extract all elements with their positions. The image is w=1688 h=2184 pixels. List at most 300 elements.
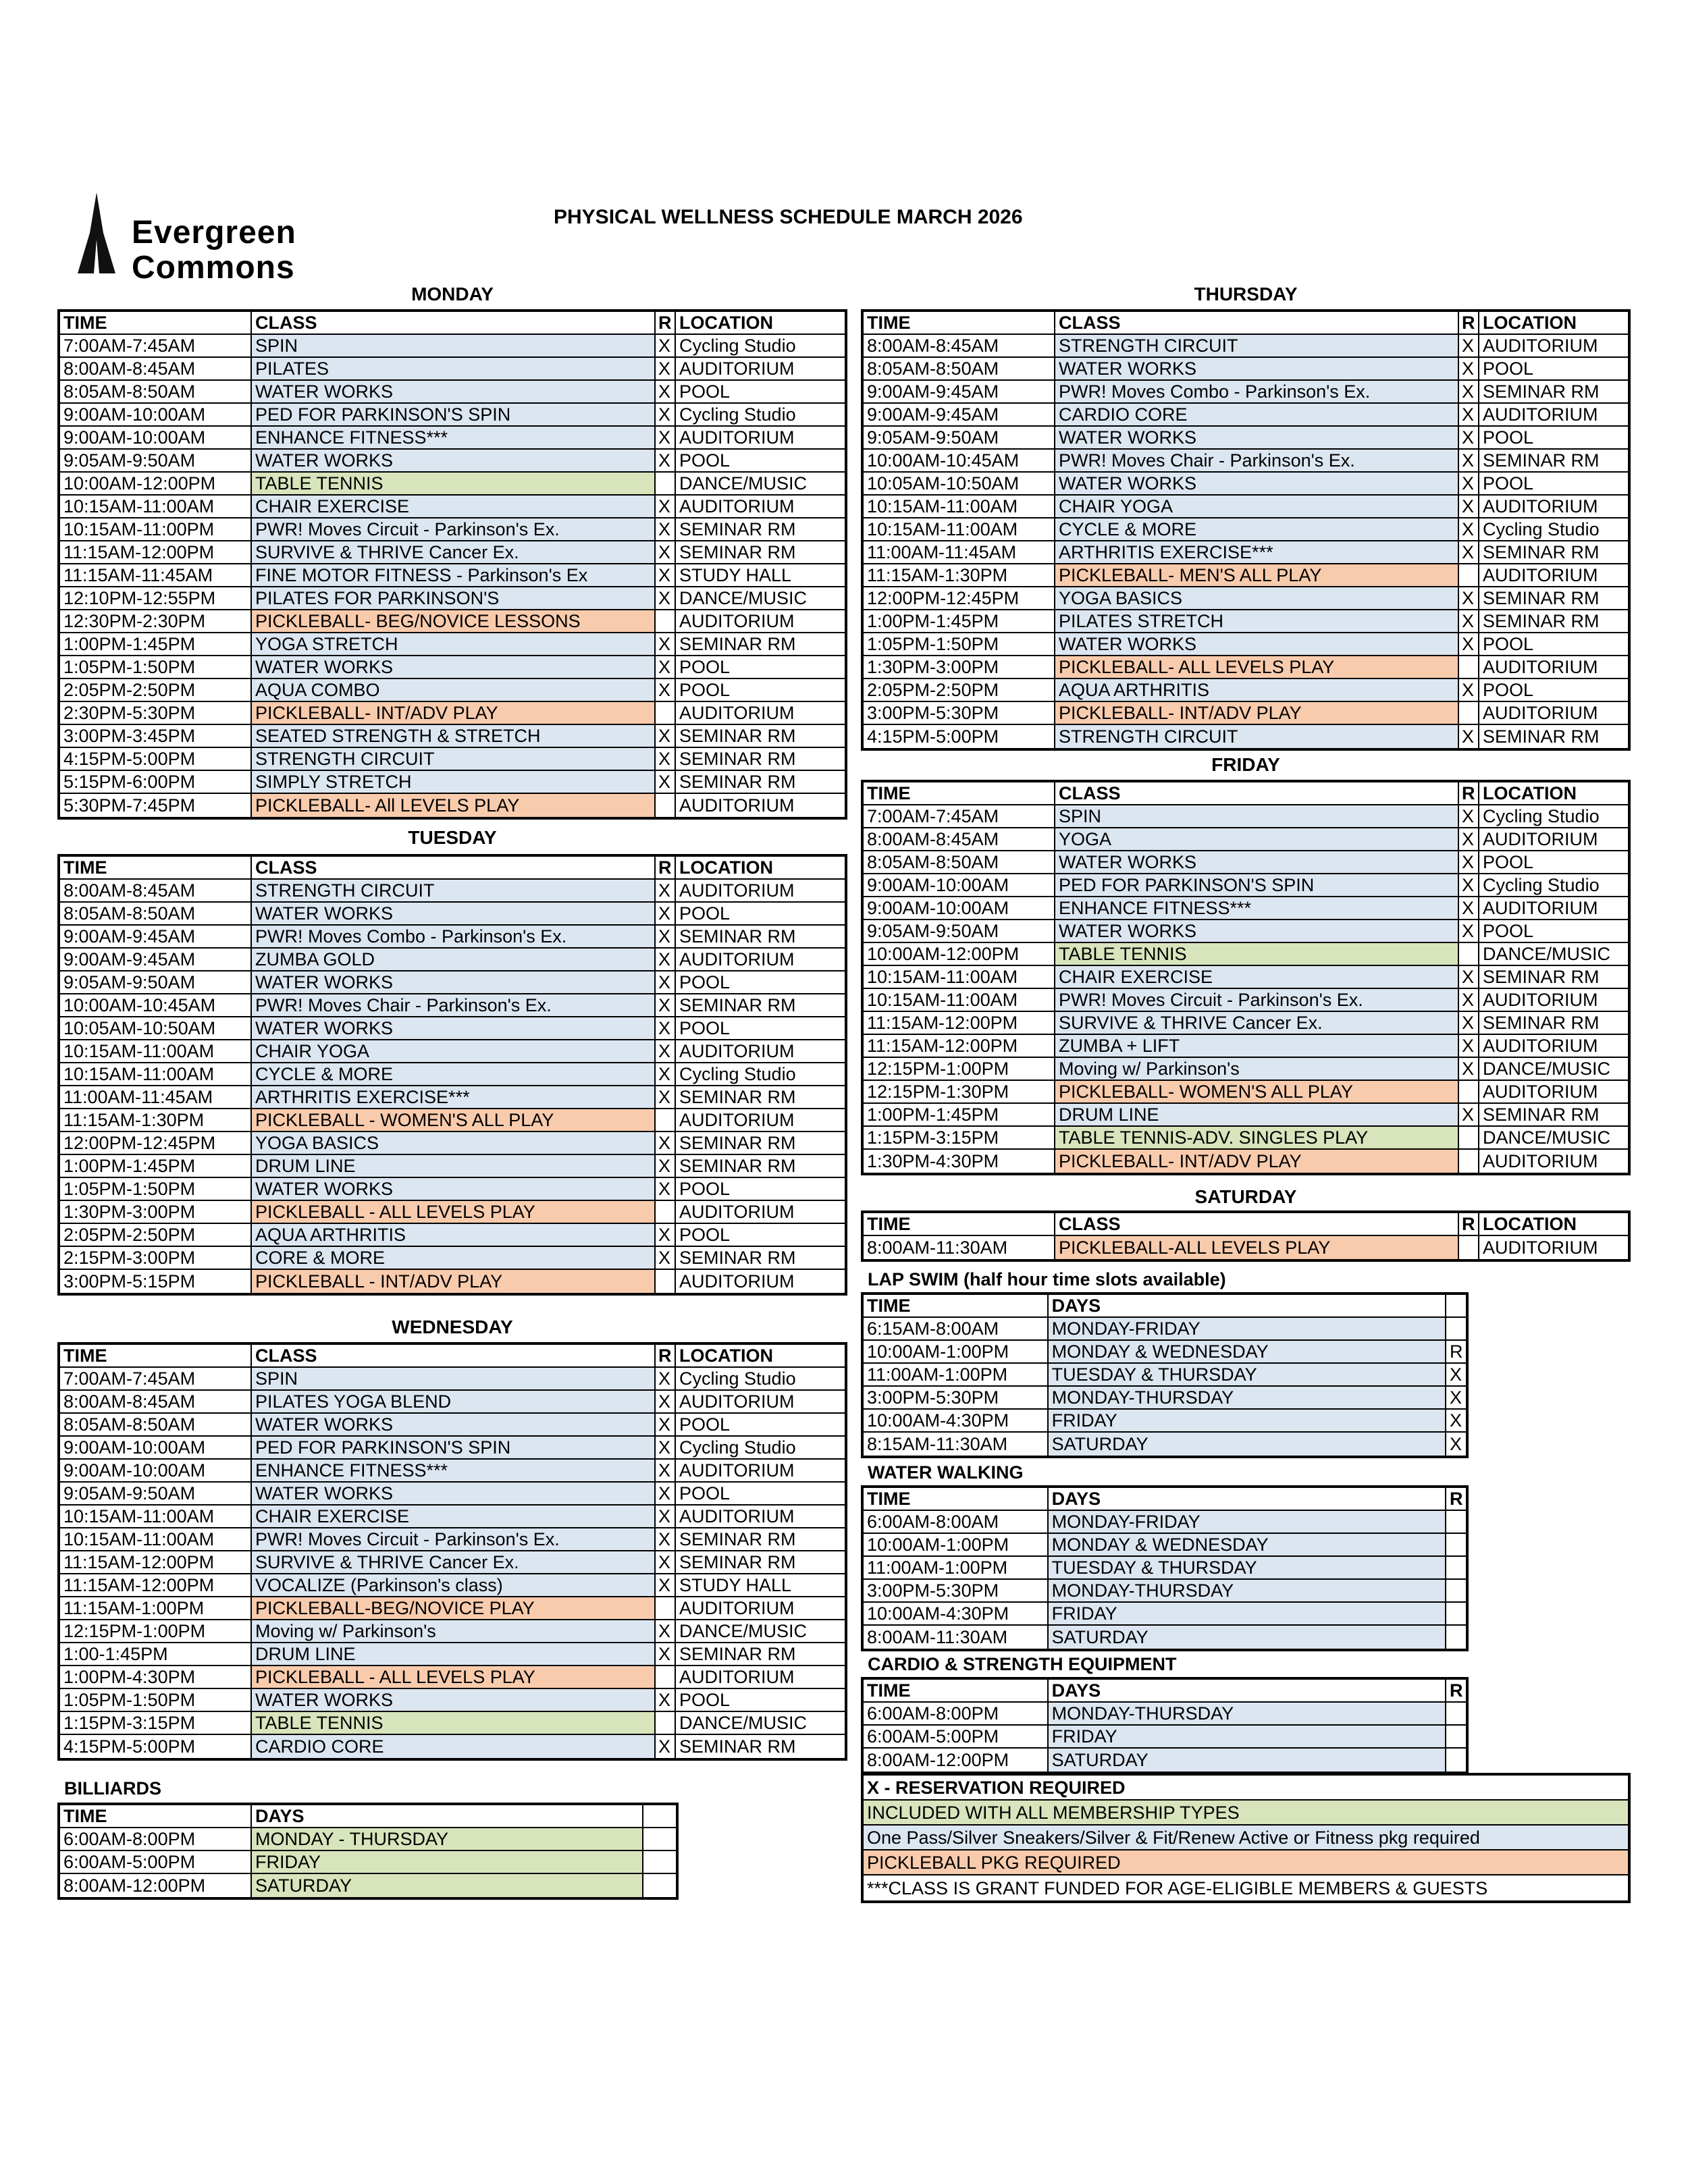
table-row [864, 1035, 1628, 1058]
time-header: TIME [864, 782, 1055, 804]
reservation-cell: X [656, 518, 676, 540]
location-cell: SEMINAR RM [1483, 726, 1600, 747]
time-cell: 10:15AM-11:00AM [60, 1063, 252, 1085]
time-cell: 9:00AM-10:00AM [60, 1460, 252, 1481]
reservation-cell: X [1459, 725, 1479, 748]
reservation-cell [1446, 1511, 1466, 1533]
table-row [864, 1557, 1466, 1580]
lapswim-table [861, 1292, 1469, 1458]
time-cell: 9:00AM-9:45AM [60, 926, 252, 947]
location-header: LOCATION [679, 313, 773, 333]
location-cell: AUDITORIUM [679, 880, 795, 901]
location-cell: Cycling Studio [1483, 875, 1600, 895]
time-cell: 8:05AM-8:50AM [864, 851, 1055, 873]
time-cell: 10:00AM-10:45AM [864, 450, 1055, 471]
days-cell: TUESDAY & THURSDAY [1049, 1364, 1446, 1385]
reservation-cell: X [1459, 358, 1479, 379]
reservation-cell: X [656, 1368, 676, 1389]
reservation-cell: X [656, 1620, 676, 1642]
class-cell: PICKLEBALL- INT/ADV PLAY [252, 702, 656, 724]
class-cell: CARDIO CORE [1055, 404, 1459, 425]
location-cell: SEMINAR RM [1483, 542, 1600, 562]
table-row [60, 1666, 845, 1689]
class-cell: SPIN [252, 335, 656, 356]
class-cell: TABLE TENNIS [1055, 943, 1459, 965]
table-row [60, 1132, 845, 1155]
days-header: DAYS [1049, 1680, 1446, 1701]
table-row [60, 1551, 845, 1574]
reservation-cell: X [1459, 381, 1479, 402]
table-row [60, 1201, 845, 1224]
time-cell: 4:15PM-5:00PM [60, 1735, 252, 1758]
time-cell: 1:30PM-4:30PM [864, 1150, 1055, 1173]
table-header-row [864, 1213, 1628, 1236]
reservation-cell: X [656, 1155, 676, 1177]
waterwalking-table [861, 1485, 1469, 1651]
time-cell: 8:00AM-8:45AM [60, 1391, 252, 1412]
time-cell: 6:00AM-8:00AM [864, 1511, 1049, 1533]
table-row [864, 1534, 1466, 1557]
reservation-cell [656, 1597, 676, 1619]
class-cell: WATER WORKS [252, 1689, 656, 1711]
class-cell: PILATES STRETCH [1055, 610, 1459, 632]
time-cell: 8:15AM-11:30AM [864, 1433, 1049, 1456]
reservation-cell: X [1459, 610, 1479, 632]
reservation-cell: X [656, 1483, 676, 1504]
time-cell: 6:15AM-8:00AM [864, 1318, 1049, 1339]
monday-heading: MONDAY [411, 284, 494, 304]
saturday-heading: SATURDAY [1194, 1186, 1297, 1207]
location-cell: AUDITORIUM [679, 949, 795, 969]
location-cell: SEMINAR RM [679, 1644, 796, 1664]
location-cell: SEMINAR RM [1483, 1104, 1600, 1125]
class-cell: PICKLEBALL - ALL LEVELS PLAY [252, 1201, 656, 1223]
time-cell: 12:30PM-2:30PM [60, 610, 252, 632]
class-cell: PICKLEBALL-BEG/NOVICE PLAY [252, 1597, 656, 1619]
days-cell: FRIDAY [1049, 1603, 1446, 1624]
class-cell: ARTHRITIS EXERCISE*** [252, 1086, 656, 1108]
time-cell: 7:00AM-7:45AM [864, 805, 1055, 827]
class-cell: PWR! Moves Combo - Parkinson's Ex. [1055, 381, 1459, 402]
class-cell: PICKLEBALL- INT/ADV PLAY [1055, 702, 1459, 724]
reservation-cell [1459, 1127, 1479, 1148]
waterwalking-heading: WATER WALKING [868, 1462, 1024, 1483]
reservation-cell: X [656, 335, 676, 356]
table-row [864, 541, 1628, 564]
class-header: CLASS [1055, 782, 1459, 804]
time-cell: 11:15AM-12:00PM [60, 541, 252, 563]
reservation-cell [656, 1666, 676, 1688]
location-cell: Cycling Studio [679, 404, 796, 425]
table-row [864, 966, 1628, 989]
time-cell: 5:30PM-7:45PM [60, 794, 252, 817]
time-cell: 6:00AM-5:00PM [60, 1851, 252, 1873]
time-cell: 9:00AM-10:00AM [60, 1437, 252, 1458]
location-cell: AUDITORIUM [679, 1271, 795, 1291]
table-row [60, 587, 845, 610]
table-row [864, 725, 1628, 748]
table-row [864, 989, 1628, 1012]
time-cell: 1:30PM-3:00PM [864, 656, 1055, 678]
location-cell: AUDITORIUM [1483, 404, 1598, 425]
location-cell: POOL [1483, 921, 1534, 941]
legend-text: ***CLASS IS GRANT FUNDED FOR AGE-ELIGIBLE MEMBERS & GUESTS [867, 1877, 1488, 1898]
time-cell: 10:00AM-1:00PM [864, 1534, 1049, 1555]
reservation-cell: X [656, 1689, 676, 1711]
table-row [864, 851, 1628, 874]
reservation-cell: X [1459, 518, 1479, 540]
location-cell: POOL [1483, 427, 1534, 448]
class-header: CLASS [252, 857, 656, 878]
time-cell: 6:00AM-5:00PM [864, 1726, 1049, 1747]
reservation-cell: X [656, 1414, 676, 1435]
time-cell: 11:00AM-11:45AM [60, 1086, 252, 1108]
class-cell: YOGA BASICS [1055, 587, 1459, 609]
class-cell: WATER WORKS [252, 903, 656, 924]
reservation-cell [656, 1712, 676, 1734]
reservation-cell: X [1459, 450, 1479, 471]
class-cell: CHAIR EXERCISE [252, 1506, 656, 1527]
tree-logo-icon [71, 192, 125, 280]
reservation-cell: X [656, 1437, 676, 1458]
location-cell: SEMINAR RM [1483, 611, 1600, 631]
class-cell: YOGA [1055, 828, 1459, 850]
time-cell: 11:00AM-1:00PM [864, 1364, 1049, 1385]
reservation-cell: X [1459, 335, 1479, 356]
reservation-cell [1446, 1603, 1466, 1624]
reservation-cell: X [656, 1178, 676, 1200]
time-cell: 9:05AM-9:50AM [864, 427, 1055, 448]
time-cell: 6:00AM-8:00PM [864, 1703, 1049, 1724]
table-row [60, 473, 845, 496]
class-cell: WATER WORKS [1055, 851, 1459, 873]
class-cell: WATER WORKS [252, 656, 656, 678]
time-cell: 1:15PM-3:15PM [60, 1712, 252, 1734]
reservation-cell: X [656, 971, 676, 993]
days-cell: MONDAY-FRIDAY [1049, 1511, 1446, 1533]
reservation-cell: X [656, 450, 676, 471]
reservation-cell: X [1459, 633, 1479, 655]
time-cell: 10:00AM-4:30PM [864, 1410, 1049, 1431]
location-cell: POOL [1483, 358, 1534, 379]
table-row [864, 1387, 1466, 1410]
time-cell: 8:00AM-8:45AM [60, 880, 252, 901]
location-cell: SEMINAR RM [679, 1133, 796, 1153]
days-cell: MONDAY-FRIDAY [1049, 1318, 1446, 1339]
table-row [60, 450, 845, 473]
table-row [60, 1735, 845, 1758]
table-header-row [864, 312, 1628, 335]
time-cell: 9:00AM-9:45AM [864, 404, 1055, 425]
reservation-cell: X [656, 358, 676, 379]
location-cell: SEMINAR RM [1483, 967, 1600, 987]
location-cell: POOL [679, 1018, 731, 1038]
reservation-cell: X [656, 949, 676, 970]
table-row [864, 656, 1628, 679]
class-cell: PILATES YOGA BLEND [252, 1391, 656, 1412]
location-cell: SEMINAR RM [1483, 450, 1600, 471]
time-header: TIME [864, 1488, 1049, 1510]
location-header: LOCATION [679, 1346, 773, 1366]
time-cell: 1:05PM-1:50PM [60, 656, 252, 678]
time-cell: 7:00AM-7:45AM [60, 335, 252, 356]
reservation-header: R [656, 1345, 676, 1366]
location-cell: SEMINAR RM [1483, 588, 1600, 608]
time-cell: 9:05AM-9:50AM [60, 450, 252, 471]
class-cell: Moving w/ Parkinson's [252, 1620, 656, 1642]
reservation-cell: X [656, 1224, 676, 1246]
table-row [60, 903, 845, 926]
time-cell: 2:05PM-2:50PM [60, 679, 252, 701]
time-header: TIME [864, 1295, 1049, 1316]
lapswim-heading: LAP SWIM (half hour time slots available) [868, 1269, 1226, 1289]
table-row [60, 1040, 845, 1063]
time-cell: 10:15AM-11:00AM [60, 1040, 252, 1062]
table-row [864, 1104, 1628, 1127]
time-cell: 8:00AM-12:00PM [864, 1749, 1049, 1772]
reservation-cell [1459, 1236, 1479, 1259]
table-row [864, 702, 1628, 725]
time-cell: 11:15AM-1:30PM [864, 564, 1055, 586]
time-cell: 12:10PM-12:55PM [60, 587, 252, 609]
time-header: TIME [60, 1805, 252, 1827]
class-cell: SIMPLY STRETCH [252, 771, 656, 793]
class-cell: STRENGTH CIRCUIT [1055, 725, 1459, 748]
table-row [60, 1460, 845, 1483]
reservation-cell: X [656, 1574, 676, 1596]
tuesday-heading: TUESDAY [408, 827, 497, 848]
billiards-heading: BILLIARDS [64, 1778, 161, 1799]
time-cell: 9:00AM-10:00AM [60, 404, 252, 425]
time-cell: 1:00PM-1:45PM [864, 610, 1055, 632]
class-cell: PICKLEBALL - ALL LEVELS PLAY [252, 1666, 656, 1688]
reservation-cell: X [656, 1132, 676, 1154]
reservation-header: R [656, 312, 676, 334]
reservation-cell: X [656, 1247, 676, 1269]
table-row [864, 1341, 1466, 1364]
table-row [864, 943, 1628, 966]
location-cell: Cycling Studio [679, 1368, 796, 1389]
reservation-cell: X [656, 541, 676, 563]
table-header-row [864, 782, 1628, 805]
location-header: LOCATION [1483, 783, 1577, 803]
class-cell: WATER WORKS [252, 381, 656, 402]
time-cell: 9:00AM-10:00AM [60, 427, 252, 448]
table-row [60, 541, 845, 564]
time-cell: 1:05PM-1:50PM [864, 633, 1055, 655]
location-cell: POOL [679, 972, 731, 992]
time-cell: 8:05AM-8:50AM [864, 358, 1055, 379]
table-row [864, 1603, 1466, 1626]
table-row [60, 656, 845, 679]
legend-text: PICKLEBALL PKG REQUIRED [864, 1850, 1628, 1874]
logo [71, 192, 341, 294]
table-row [864, 1318, 1466, 1341]
time-cell: 4:15PM-5:00PM [60, 748, 252, 770]
reservation-cell [656, 702, 676, 724]
reservation-cell: X [656, 725, 676, 747]
time-cell: 1:00-1:45PM [60, 1643, 252, 1665]
table-header-row [864, 1488, 1466, 1511]
reservation-header: R [1459, 1213, 1479, 1235]
table-row [864, 1749, 1466, 1772]
reservation-header [1446, 1295, 1466, 1316]
saturday-table [861, 1210, 1631, 1262]
reservation-header: R [1449, 1489, 1463, 1509]
days-cell: FRIDAY [1049, 1410, 1446, 1431]
time-cell: 9:00AM-10:00AM [864, 897, 1055, 919]
reservation-cell [656, 1270, 676, 1293]
table-row [864, 1410, 1466, 1433]
table-row [60, 1109, 845, 1132]
reservation-cell: X [656, 1063, 676, 1085]
location-cell: POOL [679, 903, 731, 924]
table-row [864, 1236, 1628, 1259]
reservation-cell: X [656, 1643, 676, 1665]
location-cell: STUDY HALL [679, 565, 792, 585]
time-cell: 8:00AM-8:45AM [60, 358, 252, 379]
class-cell: ZUMBA GOLD [252, 949, 656, 970]
class-cell: PWR! Moves Circuit - Parkinson's Ex. [1055, 989, 1459, 1011]
location-cell: POOL [679, 1690, 731, 1710]
class-cell: PWR! Moves Combo - Parkinson's Ex. [252, 926, 656, 947]
class-cell: CYCLE & MORE [1055, 518, 1459, 540]
location-cell: SEMINAR RM [679, 519, 796, 539]
table-row [864, 897, 1628, 920]
location-cell: AUDITORIUM [679, 1110, 795, 1130]
table-row [60, 1528, 845, 1551]
class-cell: VOCALIZE (Parkinson's class) [252, 1574, 656, 1596]
location-cell: AUDITORIUM [679, 795, 795, 816]
legend-text: INCLUDED WITH ALL MEMBERSHIP TYPES [864, 1801, 1628, 1824]
reservation-cell: X [656, 880, 676, 901]
table-row [60, 1270, 845, 1293]
class-cell: WATER WORKS [252, 1414, 656, 1435]
class-cell: PICKLEBALL- MEN'S ALL PLAY [1055, 564, 1459, 586]
reservation-cell: X [1459, 679, 1479, 701]
table-row [60, 564, 845, 587]
legend-text: X - RESERVATION REQUIRED [867, 1777, 1126, 1798]
location-cell: AUDITORIUM [1483, 1151, 1598, 1171]
reservation-header: R [656, 857, 676, 878]
class-cell: WATER WORKS [1055, 427, 1459, 448]
class-cell: SEATED STRENGTH & STRETCH [252, 725, 656, 747]
class-cell: SPIN [1055, 805, 1459, 827]
location-cell: DANCE/MUSIC [1483, 1059, 1611, 1079]
table-header-row [60, 1345, 845, 1368]
location-cell: AUDITORIUM [679, 1391, 795, 1412]
time-cell: 3:00PM-5:15PM [60, 1270, 252, 1293]
class-cell: ARTHRITIS EXERCISE*** [1055, 541, 1459, 563]
monday-table [57, 309, 847, 820]
table-row [864, 496, 1628, 518]
class-header: CLASS [1055, 312, 1459, 334]
table-row [60, 994, 845, 1017]
reservation-cell: X [1459, 1104, 1479, 1125]
table-row [864, 1703, 1466, 1726]
class-cell: PICKLEBALL- WOMEN'S ALL PLAY [1055, 1081, 1459, 1102]
table-row [60, 971, 845, 994]
reservation-cell: X [656, 1460, 676, 1481]
reservation-cell: X [656, 1086, 676, 1108]
time-cell: 2:30PM-5:30PM [60, 702, 252, 724]
table-row [60, 771, 845, 794]
time-header: TIME [864, 1213, 1055, 1235]
class-header: CLASS [1055, 1213, 1459, 1235]
reservation-cell [1459, 1150, 1479, 1173]
table-row [60, 1437, 845, 1460]
table-row [60, 633, 845, 656]
brand-line-2: Commons [132, 250, 295, 286]
time-header: TIME [60, 1345, 252, 1366]
reservation-cell [1446, 1703, 1466, 1724]
class-cell: PWR! Moves Circuit - Parkinson's Ex. [252, 1528, 656, 1550]
reservation-cell: X [656, 404, 676, 425]
days-cell: SATURDAY [1049, 1433, 1446, 1456]
table-row [864, 381, 1628, 404]
reservation-cell: X [1459, 1058, 1479, 1080]
class-cell: STRENGTH CIRCUIT [252, 880, 656, 901]
time-cell: 10:15AM-11:00AM [864, 518, 1055, 540]
location-cell: AUDITORIUM [679, 496, 795, 516]
time-cell: 2:05PM-2:50PM [60, 1224, 252, 1246]
legend-text: One Pass/Silver Sneakers/Silver & Fit/Renew Active or Fitness pkg required [864, 1826, 1628, 1849]
class-cell: TABLE TENNIS [252, 1712, 656, 1734]
location-cell: DANCE/MUSIC [679, 473, 808, 494]
time-cell: 8:00AM-11:30AM [864, 1236, 1055, 1259]
table-row [864, 805, 1628, 828]
time-cell: 11:15AM-1:00PM [60, 1597, 252, 1619]
class-cell: ENHANCE FITNESS*** [1055, 897, 1459, 919]
class-cell: PILATES FOR PARKINSON'S [252, 587, 656, 609]
reservation-cell [656, 794, 676, 817]
time-header: TIME [864, 1680, 1049, 1701]
reservation-cell: X [656, 1735, 676, 1758]
location-header: LOCATION [679, 857, 773, 878]
table-row [864, 1127, 1628, 1150]
days-header: DAYS [1049, 1295, 1446, 1316]
table-row [864, 358, 1628, 381]
table-row [864, 587, 1628, 610]
class-cell: WATER WORKS [1055, 633, 1459, 655]
time-cell: 12:15PM-1:30PM [864, 1081, 1055, 1102]
class-cell: PICKLEBALL- INT/ADV PLAY [1055, 1150, 1459, 1173]
time-cell: 1:00PM-1:45PM [60, 1155, 252, 1177]
class-cell: TABLE TENNIS [252, 473, 656, 494]
time-cell: 11:15AM-11:45AM [60, 564, 252, 586]
time-cell: 4:15PM-5:00PM [864, 725, 1055, 748]
location-cell: SEMINAR RM [679, 1552, 796, 1572]
days-cell: FRIDAY [252, 1851, 643, 1873]
table-row [60, 1391, 845, 1414]
location-cell: STUDY HALL [679, 1575, 792, 1595]
reservation-cell: X [656, 926, 676, 947]
table-row [60, 1483, 845, 1506]
legend-item [864, 1875, 1628, 1900]
reservation-cell: X [1459, 966, 1479, 988]
class-cell: CHAIR YOGA [252, 1040, 656, 1062]
reservation-cell: X [656, 564, 676, 586]
table-row [864, 1726, 1466, 1749]
days-header: DAYS [1049, 1488, 1446, 1510]
location-cell: Cycling Studio [679, 336, 796, 356]
class-cell: ZUMBA + LIFT [1055, 1035, 1459, 1057]
class-cell: TABLE TENNIS-ADV. SINGLES PLAY [1055, 1127, 1459, 1148]
location-cell: POOL [679, 381, 731, 402]
table-row [60, 1368, 845, 1391]
time-cell: 12:00PM-12:45PM [60, 1132, 252, 1154]
reservation-header: R [1459, 782, 1479, 804]
